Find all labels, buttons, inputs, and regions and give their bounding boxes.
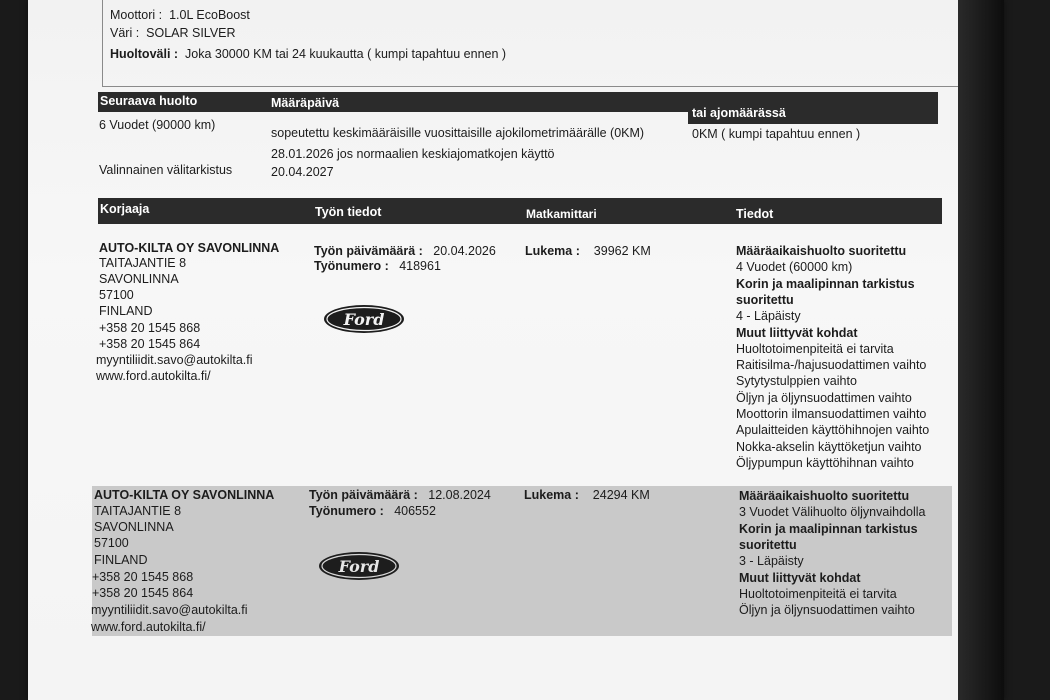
- odometer-reading: [524, 487, 650, 503]
- history-header: [98, 198, 942, 224]
- phone-line: +358 20 1545 864: [99, 337, 201, 351]
- job-number-label: Työnumero :: [314, 259, 389, 273]
- detail-line: 4 Vuodet (60000 km): [736, 260, 853, 275]
- work-date-value: 20.04.2026: [433, 244, 496, 258]
- detail-line: 4 - Läpäisty: [736, 309, 801, 324]
- detail-line: Korin ja maalipinnan tarkistus: [739, 521, 918, 536]
- detail-line: Määräaikaishuolto suoritettu: [736, 244, 907, 258]
- email-line: myyntiliidit.savo@autokilta.fi: [96, 353, 253, 367]
- optional-check-due: 20.04.2027: [271, 165, 334, 179]
- odometer-label: Lukema :: [524, 488, 579, 502]
- job-number-label: Työnumero :: [309, 504, 384, 518]
- detail-line: Korin ja maalipinnan tarkistus: [736, 276, 915, 291]
- detail-line: Raitisilma-/hajusuodattimen vaihto: [736, 358, 927, 373]
- detail-line: Moottorin ilmansuodattimen vaihto: [736, 407, 927, 421]
- odometer-reading: [525, 243, 651, 259]
- header-work-details: Työn tiedot: [315, 205, 382, 219]
- detail-line: Huoltotoimenpiteitä ei tarvita: [736, 341, 894, 356]
- job-number-value: 418961: [399, 259, 441, 273]
- header-odometer: Matkamittari: [526, 207, 597, 221]
- interval-value: Joka 30000 KM tai 24 kuukautta ( kumpi tapahtuu ennen ): [185, 47, 507, 61]
- next-service-name: 6 Vuodet (90000 km): [99, 118, 216, 132]
- address-line: TAITAJANTIE 8: [94, 504, 182, 518]
- work-date: [309, 487, 491, 503]
- detail-line: Öljypumpun käyttöhihnan vaihto: [736, 455, 914, 470]
- detail-line: 3 Vuodet Välihuolto öljynvaihdolla: [739, 505, 926, 520]
- engine-row: [110, 7, 250, 23]
- ford-logo-icon: [323, 304, 405, 334]
- header-or-mileage: tai ajomäärässä: [692, 106, 786, 120]
- color-row: [110, 25, 236, 41]
- detail-line: Muut liittyvät kohdat: [739, 570, 861, 585]
- detail-line: Apulaitteiden käyttöhihnojen vaihto: [736, 423, 930, 438]
- work-date-label: Työn päivämäärä :: [314, 244, 423, 258]
- header-repairer: Korjaaja: [100, 202, 150, 216]
- ford-logo-icon: [318, 551, 400, 581]
- engine-label: Moottori :: [110, 8, 163, 22]
- color-value: SOLAR SILVER: [146, 26, 236, 40]
- next-service-mileage: 0KM ( kumpi tapahtuu ennen ): [692, 127, 861, 141]
- detail-line: Öljyn ja öljynsuodattimen vaihto: [739, 603, 915, 618]
- address-line: FINLAND: [94, 553, 148, 567]
- work-date-value: 12.08.2024: [428, 488, 491, 502]
- service-document: [28, 0, 1004, 700]
- detail-line: suoritettu: [739, 537, 797, 552]
- address-line: SAVONLINNA: [99, 272, 179, 286]
- email-line: myyntiliidit.savo@autokilta.fi: [91, 603, 248, 617]
- optional-check-name: Valinnainen välitarkistus: [99, 163, 233, 177]
- address-line: 57100: [94, 536, 129, 550]
- dealer-name: AUTO-KILTA OY SAVONLINNA: [94, 488, 275, 502]
- odometer-value: 24294 KM: [592, 488, 650, 502]
- address-line: 57100: [99, 288, 134, 302]
- next-service-header-right: [688, 102, 938, 124]
- address-line: SAVONLINNA: [94, 520, 174, 534]
- color-label: Väri :: [110, 26, 140, 40]
- work-date-label: Työn päivämäärä :: [309, 488, 418, 502]
- detail-line: Huoltotoimenpiteitä ei tarvita: [739, 586, 897, 601]
- phone-line: +358 20 1545 868: [99, 321, 201, 335]
- detail-line: Öljyn ja öljynsuodattimen vaihto: [736, 390, 912, 405]
- address-line: FINLAND: [99, 304, 153, 318]
- interval-label: Huoltoväli :: [110, 47, 179, 61]
- detail-line: Sytytystulppien vaihto: [736, 374, 857, 389]
- header-next-service: Seuraava huolto: [100, 94, 198, 108]
- detail-line: Nokka-akselin käyttöketjun vaihto: [736, 439, 922, 454]
- work-date: [314, 243, 496, 259]
- detail-line: 3 - Läpäisty: [739, 554, 804, 569]
- header-due-date: Määräpäivä: [271, 96, 340, 110]
- page-edge: [958, 0, 1004, 700]
- odometer-label: Lukema :: [525, 244, 580, 258]
- next-service-due-line2: 28.01.2026 jos normaalien keskiajomatkojen käyttö: [271, 147, 555, 161]
- interval-row: [110, 46, 506, 62]
- website-line: www.ford.autokilta.fi/: [91, 620, 206, 634]
- job-number: [309, 503, 436, 519]
- job-number: [314, 258, 441, 274]
- phone-line: +358 20 1545 864: [92, 586, 194, 600]
- next-service-due-line1: sopeutettu keskimääräisille vuosittaisille ajokilometrimäärälle (0KM): [271, 126, 645, 140]
- detail-line: Muut liittyvät kohdat: [736, 325, 858, 340]
- phone-line: +358 20 1545 868: [92, 570, 194, 584]
- header-details: Tiedot: [736, 207, 774, 221]
- website-line: www.ford.autokilta.fi/: [96, 369, 211, 383]
- engine-value: 1.0L EcoBoost: [169, 8, 250, 22]
- odometer-value: 39962 KM: [593, 244, 651, 258]
- detail-line: suoritettu: [736, 292, 794, 307]
- address-line: TAITAJANTIE 8: [99, 256, 187, 270]
- ford-logo-text: Ford: [338, 557, 380, 576]
- detail-line: Määräaikaishuolto suoritettu: [739, 489, 910, 503]
- dealer-name: AUTO-KILTA OY SAVONLINNA: [99, 241, 280, 255]
- ford-logo-text: Ford: [343, 310, 385, 329]
- job-number-value: 406552: [394, 504, 436, 518]
